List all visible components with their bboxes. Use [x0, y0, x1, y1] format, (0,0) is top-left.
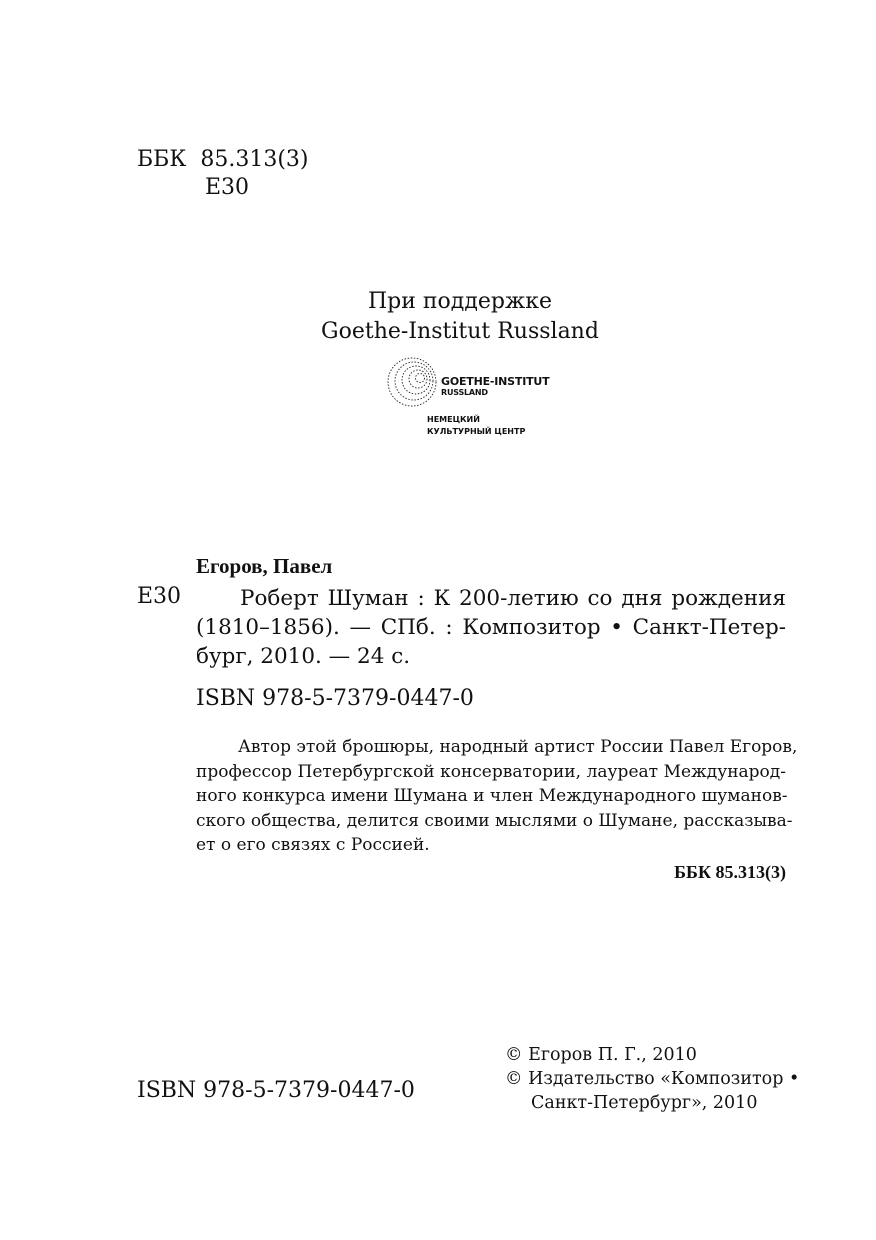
abstract-bbk: ББК 85.313(3)	[674, 862, 786, 882]
bbk-classification	[137, 146, 309, 202]
footer-isbn: ISBN 978-5-7379-0447-0	[137, 1078, 415, 1103]
bbk-label: ББК	[137, 147, 187, 172]
abstract-line-1: Автор этой брошюры, народный артист России Павел Егоров,	[238, 737, 798, 757]
logo-subtitle	[427, 414, 525, 438]
logo-wordmark	[441, 376, 549, 398]
record-description	[196, 584, 786, 671]
abstract-line-2: профессор Петербургской консерватории, лауреат Международ-	[196, 761, 786, 782]
copyright-line-3: Санкт-Петербург», 2010	[531, 1093, 758, 1113]
record-isbn: ISBN 978-5-7379-0447-0	[196, 686, 474, 711]
logo-center-line-1: НЕМЕЦКИЙ	[427, 415, 480, 424]
record-line-2: (1810–1856). — СПб. : Композитор • Санкт-Петер-	[196, 615, 786, 640]
support-line-1: При поддержке	[367, 289, 553, 314]
abstract-line-3: ного конкурса имени Шумана и член Международного шуманов-	[196, 786, 788, 806]
record-author: Егоров, Павел	[196, 554, 333, 578]
abstract-line-5: ет о его связях с Россией.	[196, 835, 430, 855]
author-mark-top: Е30	[205, 175, 250, 200]
support-statement	[0, 287, 876, 347]
record-line-3: бург, 2010. — 24 с.	[196, 644, 411, 669]
logo-country: RUSSLAND	[441, 388, 488, 397]
abstract-paragraph	[196, 735, 798, 858]
copyright-line-2: © Издательство «Композитор •	[505, 1069, 800, 1089]
goethe-logo-circles-icon	[386, 356, 438, 408]
logo-center-line-2: КУЛЬТУРНЫЙ ЦЕНТР	[427, 427, 526, 436]
record-line-1: Роберт Шуман : К 200-летию со дня рождения	[240, 586, 786, 611]
copyright-line-1: © Егоров П. Г., 2010	[505, 1045, 697, 1065]
logo-name: GOETHE-INSTITUT	[441, 375, 550, 388]
support-line-2: Goethe-Institut Russland	[321, 319, 599, 344]
record-author-mark: Е30	[137, 584, 182, 609]
bbk-code: 85.313(3)	[200, 147, 309, 172]
goethe-institut-logo	[386, 356, 550, 436]
abstract-line-4: ского общества, делится своими мыслями о Шумане, рассказыва-	[196, 810, 793, 831]
bbk-line	[137, 146, 309, 174]
copyright-block	[505, 1043, 799, 1115]
